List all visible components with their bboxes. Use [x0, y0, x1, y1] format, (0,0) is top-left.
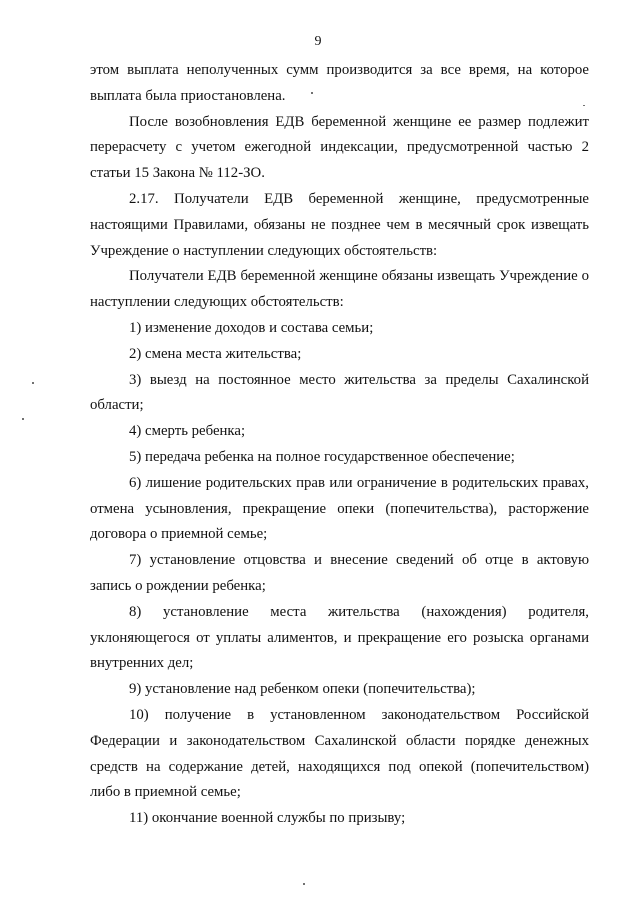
scan-speck — [311, 92, 313, 94]
list-item-8: 8) установление места жительства (нахождения) родителя, уклоняющегося от уплаты алиментов, и прекращение его розыска органами внутренних дел; — [90, 603, 589, 672]
list-item-3: 3) выезд на постоянное место жительства за пределы Сахалинской области; — [90, 371, 589, 414]
list-item-2: 2) смена места жительства; — [129, 345, 302, 362]
list-item-9: 9) установление над ребенком опеки (попечительства); — [129, 681, 476, 698]
document-body — [90, 58, 589, 832]
list-item-5: 5) передача ребенка на полное государственное обеспечение; — [129, 448, 515, 465]
scan-speck — [22, 418, 24, 420]
list-item-4: 4) смерть ребенка; — [129, 423, 246, 440]
scan-speck — [583, 105, 585, 106]
list-item-1: 1) изменение доходов и состава семьи; — [129, 319, 374, 336]
page-number: 9 — [314, 34, 322, 49]
paragraph-recalculation: После возобновления ЕДВ беременной женщине ее размер подлежит перерасчету с учетом ежегодной индексации, предусмотренной частью 2 статьи 15 Закона № 112-ЗО. — [90, 113, 589, 182]
paragraph-recipients-obliged: Получатели ЕДВ беременной женщине обязаны извещать Учреждение о наступлении следующих обстоятельств: — [90, 268, 589, 311]
list-item-7: 7) установление отцовства и внесение сведений об отце в актовую запись о рождении ребенка; — [90, 552, 589, 594]
list-item-10: 10) получение в установленном законодательством Российской Федерации и законодательством Сахалинской области порядке денежных средств на содержание детей, находящихся под опекой (попечительством) либо в приемной семье; — [90, 706, 589, 801]
scan-speck — [32, 382, 34, 384]
paragraph-2-17: 2.17. Получатели ЕДВ беременной женщине, предусмотренные настоящими Правилами, обязаны не позднее чем в месячный срок извещать Учреждение о наступлении следующих обстоятельств: — [90, 190, 589, 259]
list-item-6: 6) лишение родительских прав или ограничение в родительских правах, отмена усыновления, прекращение опеки (попечительства), расторжение договора о приемной семье; — [90, 474, 589, 543]
list-item-11: 11) окончание военной службы по призыву; — [129, 810, 406, 827]
scan-speck — [303, 883, 305, 885]
paragraph-continuation: этом выплата неполученных сумм производится за все время, на которое выплата была приостановлена. — [90, 62, 589, 104]
